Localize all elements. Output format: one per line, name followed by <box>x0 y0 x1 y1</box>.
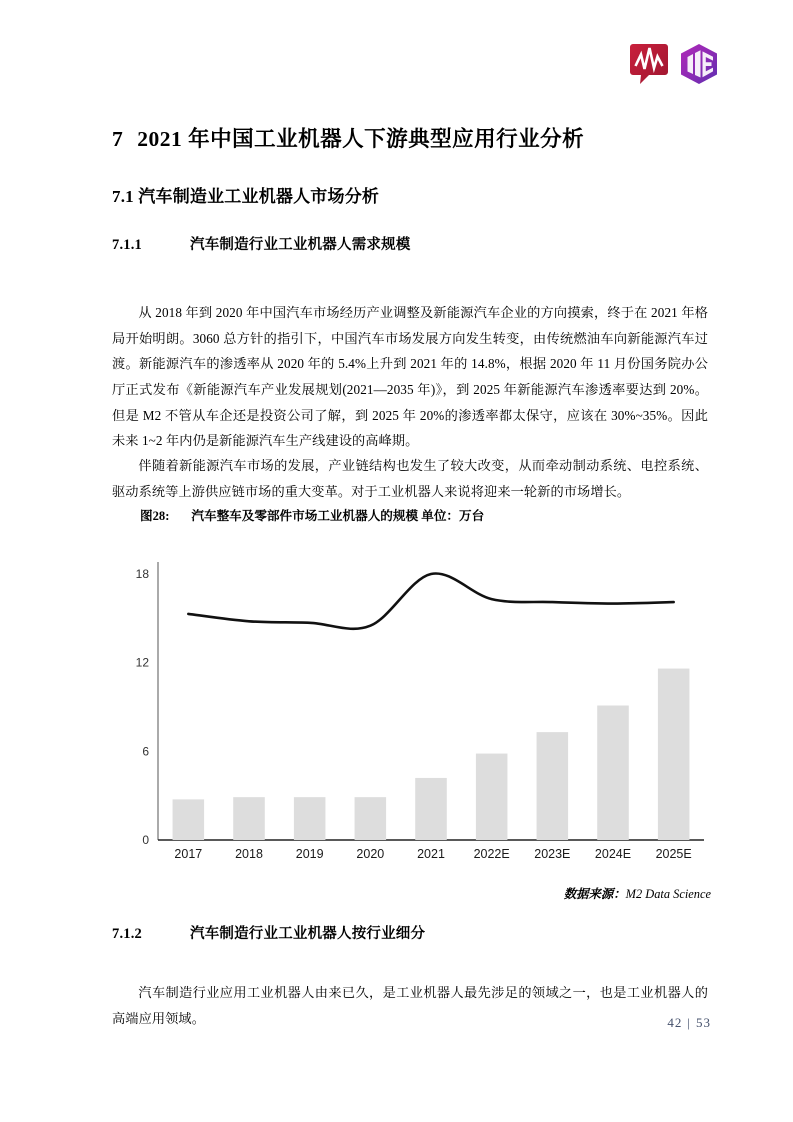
figure-source-label: 数据来源： <box>563 887 626 901</box>
header-logo <box>629 42 721 86</box>
figure-source-name: M2 Data Science <box>625 887 711 901</box>
svg-text:2017: 2017 <box>174 847 203 861</box>
figure-chart <box>112 548 712 878</box>
svg-text:2024E: 2024E <box>594 847 632 861</box>
footer-total-pages: 53 <box>696 1015 711 1030</box>
svg-text:2025E: 2025E <box>655 847 692 861</box>
subsection-text-7-1-1: 汽车制造行业工业机器人需求规模 <box>190 237 411 253</box>
page-title-text: 2021 年中国工业机器人下游典型应用行业分析 <box>137 127 585 151</box>
subsection-text-7-1-2: 汽车制造行业工业机器人按行业细分 <box>190 926 426 942</box>
page-footer <box>667 1015 711 1031</box>
page-title-number: 7 <box>112 127 124 151</box>
subsection-number-7-1-1: 7.1.1 <box>112 237 142 253</box>
subsection-number-7-1-2: 7.1.2 <box>112 926 142 942</box>
svg-text:2019: 2019 <box>295 847 324 861</box>
svg-text:2023E: 2023E <box>534 847 571 861</box>
svg-text:2018: 2018 <box>235 847 263 861</box>
combo-bar-line-chart <box>112 548 712 878</box>
svg-text:18: 18 <box>135 567 149 581</box>
footer-current-page: 42 <box>667 1015 683 1030</box>
body-paragraph-1: 从 2018 年到 2020 年中国汽车市场经历产业调整及新能源汽车企业的方向摸索，终于在 2021 年格局开始明朗。3060 总方针的指引下，中国汽车市场发展方向发生转变，由传统燃油车向新能源汽车过渡。新能源汽车的渗透率从 2020 年的 5.4%上升到 2021 年的 14.8%，根据 2020 年 11 月份国务院办公厅正式发布《新能源汽车产业发展规划(2021—2035 年)》，到 2025 年新能源汽车渗透率要达到 20%。但是 M2 不管从车企还是投资公司了解，到 2025 年 20%的渗透率都太保守，应该在 30%~35%。因此未来 1~2 年内仍是新能源汽车生产线建设的高峰期。 <box>112 305 708 449</box>
svg-text:2021: 2021 <box>417 847 445 861</box>
body-paragraph-2: 伴随着新能源汽车市场的发展，产业链结构也发生了较大改变，从而牵动制动系统、电控系统、驱动系统等上游供应链市场的重大变革。对于工业机器人来说将迎来一轮新的市场增长。 <box>112 458 708 499</box>
figure-caption-text: 汽车整车及零部件市场工业机器人的规模 单位：万台 <box>191 509 485 523</box>
svg-text:12: 12 <box>135 655 149 670</box>
purple-hexagon-cube-logo <box>677 42 721 86</box>
section-heading-7-1: 7.1 汽车制造业工业机器人市场分析 <box>112 187 380 206</box>
figure-caption <box>140 505 484 524</box>
svg-text:2022E: 2022E <box>473 847 510 861</box>
figure-source <box>564 884 711 902</box>
red-speech-bubble-waveform-logo <box>629 42 669 86</box>
page-title <box>112 122 584 153</box>
svg-text:2020: 2020 <box>356 847 385 861</box>
footer-separator: | <box>687 1015 691 1030</box>
body-paragraph-3: 汽车制造行业应用工业机器人由来已久，是工业机器人最先涉足的领域之一，也是工业机器人的高端应用领域。 <box>112 985 708 1026</box>
figure-caption-label: 图28: <box>140 509 170 523</box>
svg-text:0: 0 <box>142 833 149 847</box>
subsection-heading-7-1-2 <box>112 922 425 943</box>
subsection-heading-7-1-1 <box>112 233 411 254</box>
svg-text:6: 6 <box>142 744 149 759</box>
